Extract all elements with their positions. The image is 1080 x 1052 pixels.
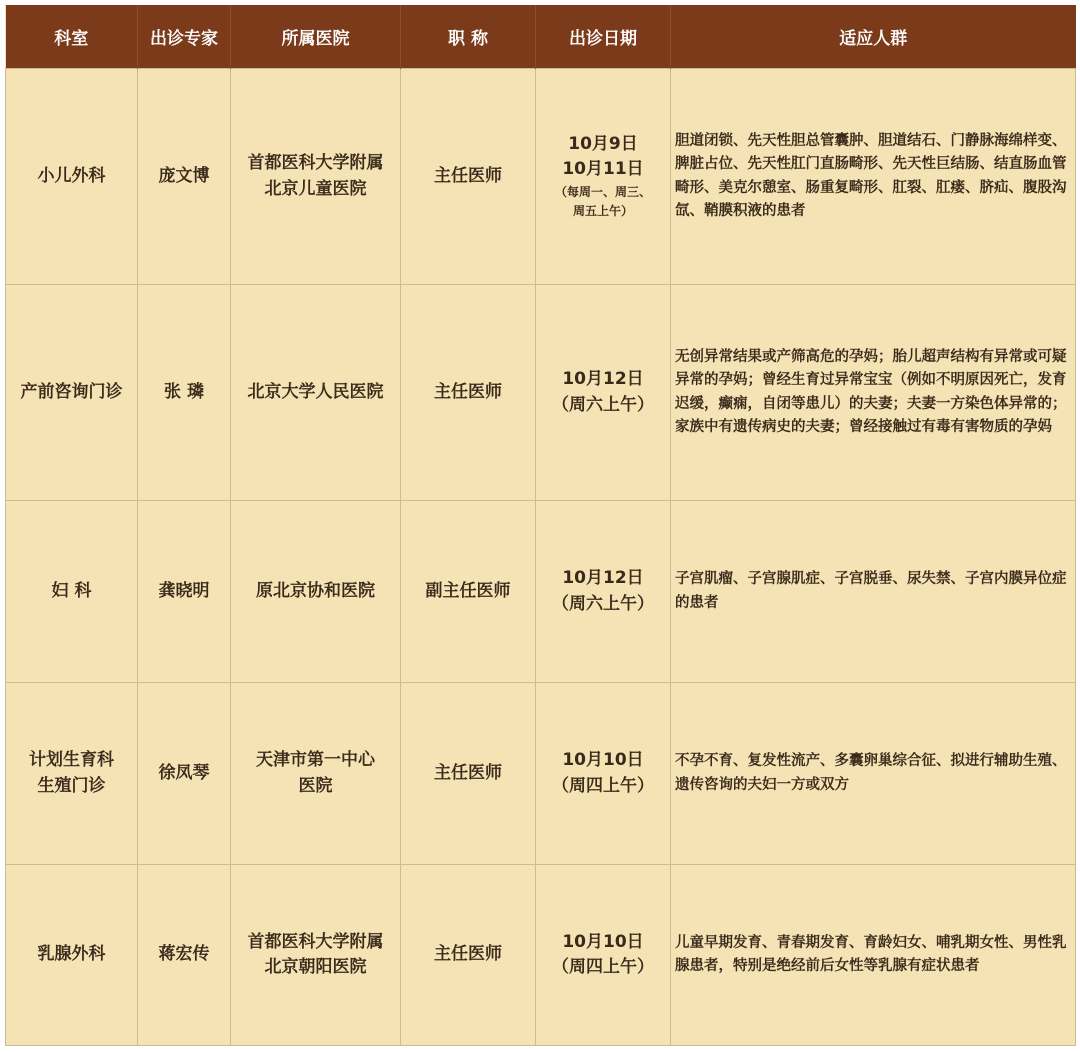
crowd-cell: 儿童早期发育、青春期发育、育龄妇女、哺乳期女性、男性乳腺患者，特别是绝经前后女性等乳腺有症状患者 — [671, 865, 1076, 1046]
crowd-cell: 无创异常结果或产筛高危的孕妈；胎儿超声结构有异常或可疑异常的孕妈；曾经生育过异常宝宝（例如不明原因死亡，发育迟缓，癫痫，自闭等患儿）的夫妻；夫妻一方染色体异常的；家族中有遗传病史的夫妻；曾经接触过有毒有害物质的孕妈 — [671, 285, 1076, 501]
hospital-cell — [231, 683, 401, 865]
expert-cell: 龚晓明 — [138, 501, 231, 683]
table-row — [6, 501, 1076, 683]
date-note: （每周一、周三、 — [554, 184, 651, 199]
hospital-cell — [231, 865, 401, 1046]
dept-cell — [6, 501, 138, 683]
header-dept: 科室 — [6, 5, 138, 69]
hospital-line: 北京大学人民医院 — [247, 381, 384, 402]
crowd-cell: 胆道闭锁、先天性胆总管囊肿、胆道结石、门静脉海绵样变、脾脏占位、先天性肛门直肠畸形、先天性巨结肠、结直肠血管畸形、美克尔憩室、肠重复畸形、肛裂、肛瘘、脐疝、腹股沟氙、鞘膜积液的患者 — [671, 69, 1076, 285]
hospital-cell — [231, 285, 401, 501]
title-cell: 主任医师 — [401, 285, 536, 501]
hospital-line: 首都医科大学附属 — [247, 931, 384, 952]
date-cell — [536, 683, 671, 865]
date-cell — [536, 285, 671, 501]
header-expert: 出诊专家 — [138, 5, 231, 69]
title-cell: 副主任医师 — [401, 501, 536, 683]
title-cell: 主任医师 — [401, 683, 536, 865]
expert-cell: 徐凤琴 — [138, 683, 231, 865]
table-row — [6, 69, 1076, 285]
dept-cell — [6, 683, 138, 865]
crowd-cell: 不孕不育、复发性流产、多囊卵巢综合征、拟进行辅助生殖、遗传咨询的夫妇一方或双方 — [671, 683, 1076, 865]
date-line: 10月10日 — [562, 750, 644, 770]
clinic-schedule-table — [5, 5, 1076, 1046]
date-line: 10月12日 — [562, 369, 644, 389]
header-date: 出诊日期 — [536, 5, 671, 69]
dept-line: 小儿外科 — [37, 165, 106, 186]
date-line: （周四上午） — [552, 775, 654, 796]
hospital-cell — [231, 69, 401, 285]
expert-cell: 张 璘 — [138, 285, 231, 501]
dept-cell — [6, 69, 138, 285]
table-row — [6, 683, 1076, 865]
hospital-line: 医院 — [298, 775, 333, 796]
date-line: （周六上午） — [552, 394, 654, 415]
dept-line: 乳腺外科 — [37, 944, 106, 965]
expert-cell: 蒋宏传 — [138, 865, 231, 1046]
dept-line: 计划生育科 — [29, 750, 114, 770]
dept-line: 生殖门诊 — [37, 775, 106, 796]
dept-cell — [6, 865, 138, 1046]
table-row — [6, 285, 1076, 501]
hospital-line: 原北京协和医院 — [256, 580, 375, 601]
hospital-line: 北京儿童医院 — [264, 178, 367, 199]
date-cell — [536, 501, 671, 683]
header-crowd: 适应人群 — [671, 5, 1076, 69]
date-line: 10月12日 — [562, 568, 644, 588]
hospital-line: 首都医科大学附属 — [247, 153, 384, 173]
date-line: （周四上午） — [552, 957, 654, 977]
header-hospital: 所属医院 — [231, 5, 401, 69]
dept-cell — [6, 285, 138, 501]
title-cell: 主任医师 — [401, 69, 536, 285]
hospital-line: 北京朝阳医院 — [264, 957, 367, 977]
date-line: 10月11日 — [562, 159, 644, 180]
header-title: 职 称 — [401, 5, 536, 69]
date-cell — [536, 69, 671, 285]
table-row — [6, 865, 1076, 1046]
date-line: 10月9日 — [568, 133, 638, 154]
date-line: 10月10日 — [562, 931, 644, 952]
date-line: （周六上午） — [552, 593, 654, 614]
dept-line: 产前咨询门诊 — [20, 381, 123, 402]
expert-cell: 庞文博 — [138, 69, 231, 285]
header-row — [6, 5, 1076, 69]
hospital-cell — [231, 501, 401, 683]
hospital-line: 天津市第一中心 — [256, 750, 375, 770]
date-cell — [536, 865, 671, 1046]
title-cell: 主任医师 — [401, 865, 536, 1046]
crowd-cell: 子宫肌瘤、子宫腺肌症、子宫脱垂、尿失禁、子宫内膜异位症的患者 — [671, 501, 1076, 683]
dept-line: 妇 科 — [51, 580, 92, 601]
date-note: 周五上午） — [572, 204, 633, 218]
